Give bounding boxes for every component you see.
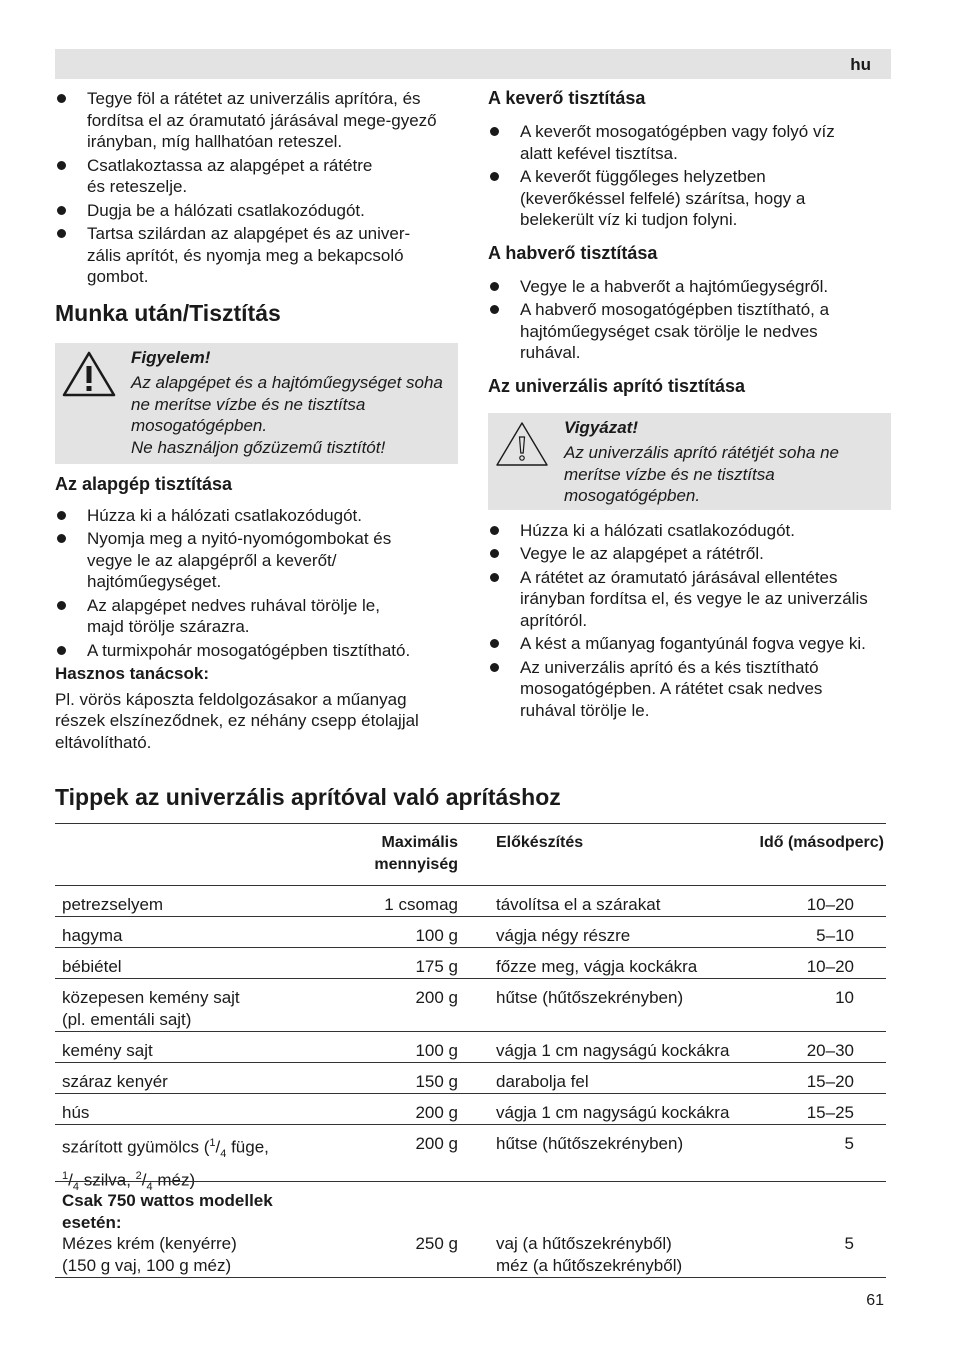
cell-time: 10: [835, 988, 854, 1007]
caution-text: Az univerzális aprító rátétjét soha ne merítse vízbe és ne tisztítsa mosogatógépben.: [564, 443, 839, 505]
list-item: A keverőt függőleges helyzetben (keverőkéssel felfelé) szárítsa, hogy a belekerült víz ki tudjon folyni.: [488, 166, 891, 231]
list-item: Tartsa szilárdan az alapgépet és az univer-zális aprítót, és nyomja meg a bekapcsoló gombot.: [55, 223, 458, 288]
sub-heading: Az alapgép tisztítása: [55, 473, 233, 494]
cell-time: 5: [844, 1134, 854, 1153]
table-row: [55, 916, 886, 947]
cell-item: száraz kenyér: [62, 1072, 168, 1091]
cell-item: petrezselyem: [62, 895, 164, 914]
cell-item-line: közepesen kemény sajt: [62, 988, 240, 1007]
cell-item: hagyma: [62, 926, 123, 945]
cell-prep: vágja 1 cm nagyságú kockákra: [496, 1041, 730, 1060]
cell-prep-line: vaj (a hűtőszekrényből): [496, 1234, 672, 1253]
list-item: Csatlakoztassa az alapgépet a rátétre és reteszelje.: [55, 155, 458, 198]
caution-title: Vigyázat!: [564, 417, 639, 437]
cell-item: szárított gyümölcs ($^1/_4$ füge, $^1/_4$ szilva, $^2/_4$ méz): [62, 1137, 269, 1193]
list-item: Húzza ki a hálózati csatlakozódugót.: [55, 505, 458, 527]
cell-item: hús: [62, 1103, 90, 1122]
cell-quantity: 200 g: [415, 988, 458, 1007]
caution-box: [488, 413, 891, 510]
cell-time: 5–10: [816, 926, 854, 945]
list-item: Tegye föl a rátétet az univerzális aprítóra, és fordítsa el az óramutató járásával mege-gyező irányban, míg hallhatóan reteszel.: [55, 88, 458, 153]
cell-text: méz): [152, 1170, 196, 1190]
table-row: [55, 1093, 886, 1124]
cell-prep: távolítsa el a szárakat: [496, 895, 661, 914]
warning-triangle-icon: [61, 349, 117, 399]
sub-heading: A keverő tisztítása: [488, 88, 646, 108]
column-header-prep: Előkészítés: [496, 834, 584, 851]
mixer-cleaning-steps: [488, 121, 891, 231]
list-item: A turmixpohár mosogatógépben tisztítható.: [55, 640, 458, 662]
table-header: [55, 823, 886, 885]
base-cleaning-steps: [55, 505, 458, 662]
column-header-text: mennyiség: [374, 855, 458, 873]
list-item: A habverő mosogatógépben tisztítható, a hajtóműegységet csak törölje le nedves ruhával.: [488, 299, 891, 364]
cell-prep: darabolja fel: [496, 1072, 589, 1091]
sub-heading: Az univerzális aprító tisztítása: [488, 375, 746, 396]
section-heading: Munka után/Tisztítás: [55, 299, 281, 326]
list-item: Nyomja meg a nyitó-nyomógombokat és vegye le az alapgépről a keverőt/ hajtóműegységet.: [55, 528, 458, 593]
list-item: A kést a műanyag fogantyúnál fogva vegye ki.: [488, 633, 891, 655]
assembly-steps: [55, 88, 458, 288]
cell-time: 15–20: [806, 1072, 854, 1091]
table-row: [55, 1062, 886, 1093]
cell-quantity: 200 g: [415, 1134, 458, 1153]
cell-time: 10–20: [806, 895, 854, 914]
column-header-quantity: [374, 832, 458, 875]
column-header-text: Maximális: [381, 834, 458, 851]
list-item: A keverőt mosogatógépben vagy folyó víz alatt kefével tisztítsa.: [488, 121, 891, 164]
list-item: A rátétet az óramutató járásával ellentétes irányban fordítsa el, és vegye le az univerzális aprítóról.: [488, 567, 891, 632]
right-column: [488, 88, 891, 723]
cell-quantity: 1 csomag: [384, 895, 458, 914]
cell-quantity: 100 g: [415, 1041, 458, 1060]
header-bar: [55, 49, 891, 79]
cell-time: 15–25: [806, 1103, 854, 1122]
fraction-numerator: 2: [135, 1169, 142, 1182]
column-header-time: Idő (másodperc): [759, 834, 884, 851]
cell-prep: [496, 1233, 766, 1276]
cell-time: 10–20: [806, 957, 854, 976]
cell-prep: főzze meg, vágja kockákra: [496, 957, 698, 976]
table-row: [55, 947, 886, 978]
cell-text: szárított gyümölcs (: [62, 1137, 210, 1157]
list-item: Dugja be a hálózati csatlakozódugót.: [55, 200, 458, 222]
cell-prep: vágja négy részre: [496, 926, 631, 945]
cell-item: kemény sajt: [62, 1041, 153, 1060]
cell-item-line: (pl. ementáli sajt): [62, 1009, 192, 1029]
warning-text: Az alapgépet és a hajtóműegységet soha ne merítse vízbe és ne tisztítsa mosogatógépben.: [131, 373, 443, 435]
table-row: [55, 1031, 886, 1062]
cell-prep: vágja 1 cm nagyságú kockákra: [496, 1103, 730, 1122]
warning-text-2: Ne használjon gőzüzemű tisztítót!: [131, 437, 386, 457]
caution-triangle-icon: [494, 419, 550, 469]
fraction-numerator: 1: [62, 1169, 69, 1182]
cell-prep: hűtse (hűtőszekrényben): [496, 1134, 684, 1153]
cell-quantity: 150 g: [415, 1072, 458, 1091]
table-row: [55, 978, 886, 1031]
warning-box: [55, 343, 458, 464]
cell-item: [62, 987, 352, 1030]
cell-quantity: 100 g: [415, 926, 458, 945]
left-column: [55, 88, 458, 753]
cell-prep-line: méz (a hűtőszekrényből): [496, 1255, 683, 1275]
cell-item: [62, 1190, 352, 1276]
fraction-denominator: 4: [72, 1180, 79, 1193]
list-item: Vegye le az alapgépet a rátétről.: [488, 543, 891, 565]
list-item: Az univerzális aprító és a kés tisztítható mosogatógépben. A rátétet csak nedves ruhával törölje le.: [488, 657, 891, 722]
cell-quantity: 200 g: [415, 1103, 458, 1122]
tips-label: Hasznos tanácsok:: [55, 664, 209, 683]
cell-quantity: 250 g: [415, 1234, 458, 1253]
chopping-tips-table: [55, 823, 886, 1278]
page-number: 61: [866, 1292, 884, 1309]
table-title: Tippek az univerzális aprítóval való aprításhoz: [55, 784, 561, 810]
table-row: [55, 1124, 886, 1193]
cell-prep: hűtse (hűtőszekrényben): [496, 988, 684, 1007]
table-row: [55, 885, 886, 916]
cell-time: 20–30: [806, 1041, 854, 1060]
cell-text: füge,: [226, 1137, 269, 1157]
list-item: Az alapgépet nedves ruhával törölje le, majd törölje szárazra.: [55, 595, 458, 638]
cell-note: esetén:: [62, 1212, 122, 1232]
cell-text: szilva,: [78, 1170, 136, 1190]
list-item: Húzza ki a hálózati csatlakozódugót.: [488, 520, 891, 542]
cell-quantity: 175 g: [415, 957, 458, 976]
whisk-cleaning-steps: [488, 276, 891, 364]
fraction-denominator: 4: [220, 1148, 227, 1161]
cell-note: Csak 750 wattos modellek: [62, 1191, 273, 1210]
sub-heading: A habverő tisztítása: [488, 242, 658, 263]
chopper-cleaning-steps: [488, 520, 891, 722]
cell-item-line: (150 g vaj, 100 g méz): [62, 1255, 232, 1275]
cell-time: 5: [844, 1234, 854, 1253]
fraction-numerator: 1: [209, 1137, 216, 1149]
list-item: Vegye le a habverőt a hajtóműegységről.: [488, 276, 891, 298]
fraction-denominator: 4: [146, 1180, 153, 1193]
warning-title: Figyelem!: [131, 347, 211, 367]
tips-text: Pl. vörös káposzta feldolgozásakor a műanyag részek elszíneződnek, ez néhány csepp étolajjal eltávolítható.: [55, 689, 419, 752]
cell-item: bébiétel: [62, 957, 122, 976]
language-code: hu: [850, 55, 871, 74]
cell-item-line: Mézes krém (kenyérre): [62, 1234, 237, 1253]
table-row: [55, 1181, 886, 1278]
